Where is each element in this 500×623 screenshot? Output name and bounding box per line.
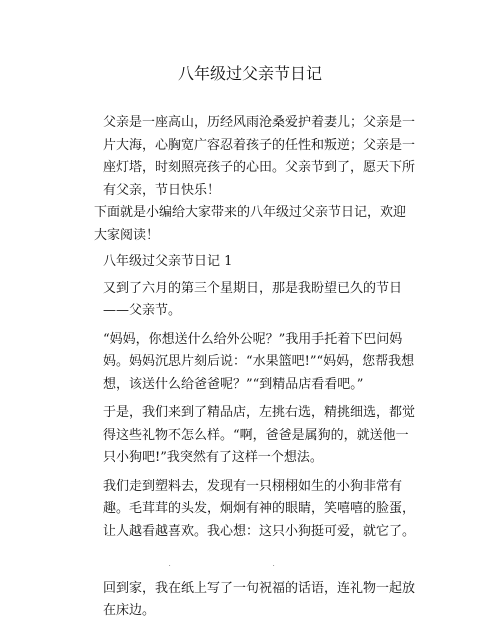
paragraph-lead-in: 下面就是小编给大家带来的八年级过父亲节日记，欢迎大家阅读！: [94, 205, 407, 243]
paragraph-intro: 父亲是一座高山，历经风雨沧桑爱护着妻儿；父亲是一片大海，心胸宽广容忍着孩子的任性和叛逆；父亲是一座灯塔，时刻照亮孩子的心田。父亲节到了，愿天下所有父亲，节日快乐！: [103, 115, 416, 198]
page-bottom-edge: [0, 548, 500, 565]
paragraph-3: 于是，我们来到了精品店，左挑右选，精挑细选，都觉得这些礼物不怎么样。“啊，爸爸是属狗的，就送他一只小狗吧!”我突然有了这样一个想法。: [103, 405, 416, 465]
paragraph-1: 又到了六月的第三个星期日，那是我盼望已久的节日 ——父亲节。: [103, 280, 403, 318]
paragraph-6: 回到家，我在纸上写了一句祝福的话语，连礼物一起放在床边。: [103, 580, 416, 618]
document-body: [94, 112, 418, 623]
document-title: 八年级过父亲节日记: [177, 64, 322, 83]
paragraph-4: 我们走到塑料去，发现有一只栩栩如生的小狗非常有趣。毛茸茸的头发，炯炯有神的眼睛，笑嘻嘻的脸蛋，让人越看越喜欢。我心想：这只小狗挺可爱，就它了。: [103, 478, 416, 539]
paragraph-2: “妈妈，你想送什么给外公呢？”我用手托着下巴问妈妈。妈妈沉思片刻后说：“水果篮吧!”“妈妈，您帮我想想，该送什么给爸爸呢？”“到精品店看看吧。”: [103, 331, 415, 392]
section-heading: 八年级过父亲节日记 1: [103, 254, 233, 269]
